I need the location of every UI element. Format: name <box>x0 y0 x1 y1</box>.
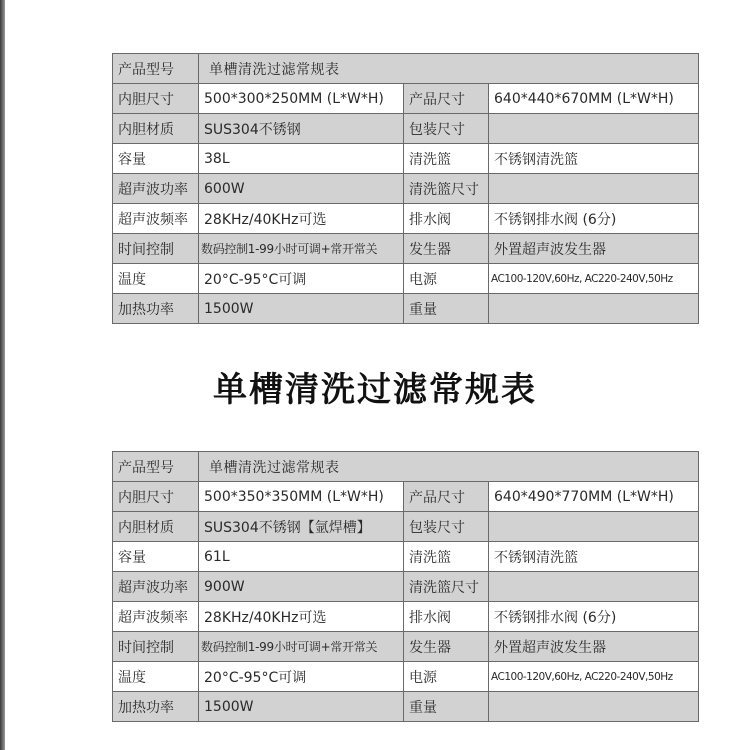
spec-value: 1500W <box>199 692 404 722</box>
spec-label: 电源 <box>404 264 489 294</box>
spec-label: 清洗篮 <box>404 542 489 572</box>
spec-value <box>489 294 699 324</box>
table-row <box>113 264 699 294</box>
spec-value <box>489 174 699 204</box>
model-label: 产品型号 <box>113 452 199 482</box>
spec-value: 640*490*770MM (L*W*H) <box>489 482 699 512</box>
spec-value: 不锈钢排水阀 (6分) <box>489 204 699 234</box>
spec-value: 500*300*250MM (L*W*H) <box>199 84 404 114</box>
spec-label: 清洗篮尺寸 <box>404 572 489 602</box>
spec-value: 28KHz/40KHz可选 <box>199 602 404 632</box>
table-row <box>113 662 699 692</box>
spec-label: 内胆材质 <box>113 114 199 144</box>
spec-label: 排水阀 <box>404 602 489 632</box>
table-row <box>113 294 699 324</box>
spec-label: 时间控制 <box>113 234 199 264</box>
spec-table-1 <box>112 53 699 324</box>
spec-label: 温度 <box>113 662 199 692</box>
spec-value: 20°C-95°C可调 <box>199 662 404 692</box>
table-row <box>113 114 699 144</box>
spec-label: 重量 <box>404 692 489 722</box>
spec-label: 电源 <box>404 662 489 692</box>
spec-table-2 <box>112 451 699 722</box>
table-row-title <box>113 54 699 84</box>
spec-label: 温度 <box>113 264 199 294</box>
spec-value: 500*350*350MM (L*W*H) <box>199 482 404 512</box>
table-row <box>113 84 699 114</box>
spec-value: 38L <box>199 144 404 174</box>
spec-value: 不锈钢清洗篮 <box>489 144 699 174</box>
table-row <box>113 204 699 234</box>
spec-value: 外置超声波发生器 <box>489 632 699 662</box>
spec-value: 1500W <box>199 294 404 324</box>
spec-label: 内胆材质 <box>113 512 199 542</box>
table-row-title <box>113 452 699 482</box>
spec-label: 产品尺寸 <box>404 84 489 114</box>
spec-label: 时间控制 <box>113 632 199 662</box>
spec-label: 包装尺寸 <box>404 114 489 144</box>
spec-value <box>489 692 699 722</box>
spec-label: 加热功率 <box>113 692 199 722</box>
spec-value: SUS304不锈钢【氩焊槽】 <box>199 512 404 542</box>
spec-value <box>489 114 699 144</box>
page-title: 单槽清洗过滤常规表 <box>213 370 537 410</box>
spec-value: 不锈钢排水阀 (6分) <box>489 602 699 632</box>
spec-label: 超声波功率 <box>113 572 199 602</box>
table-row <box>113 144 699 174</box>
spec-value: 600W <box>199 174 404 204</box>
model-value: 单槽清洗过滤常规表 <box>199 54 699 84</box>
spec-label: 容量 <box>113 144 199 174</box>
table-row <box>113 512 699 542</box>
spec-value <box>489 572 699 602</box>
spec-label: 容量 <box>113 542 199 572</box>
spec-value: 不锈钢清洗篮 <box>489 542 699 572</box>
spec-label: 内胆尺寸 <box>113 84 199 114</box>
spec-value: 900W <box>199 572 404 602</box>
spec-label: 包装尺寸 <box>404 512 489 542</box>
spec-label: 产品尺寸 <box>404 482 489 512</box>
spec-value: 20°C-95°C可调 <box>199 264 404 294</box>
table-row <box>113 174 699 204</box>
spec-value: 数码控制1-99小时可调+常开常关 <box>199 234 404 264</box>
spec-value: AC100-120V,60Hz, AC220-240V,50Hz <box>489 264 699 294</box>
spec-value: 28KHz/40KHz可选 <box>199 204 404 234</box>
spec-value: AC100-120V,60Hz, AC220-240V,50Hz <box>489 662 699 692</box>
table-row <box>113 602 699 632</box>
spec-label: 加热功率 <box>113 294 199 324</box>
spec-label: 超声波频率 <box>113 602 199 632</box>
table-row <box>113 542 699 572</box>
spec-label: 超声波功率 <box>113 174 199 204</box>
spec-label: 发生器 <box>404 632 489 662</box>
spec-label: 内胆尺寸 <box>113 482 199 512</box>
table-row <box>113 482 699 512</box>
model-value: 单槽清洗过滤常规表 <box>199 452 699 482</box>
spec-value <box>489 512 699 542</box>
model-label: 产品型号 <box>113 54 199 84</box>
spec-value: 外置超声波发生器 <box>489 234 699 264</box>
spec-label: 清洗篮 <box>404 144 489 174</box>
spec-label: 排水阀 <box>404 204 489 234</box>
table-row <box>113 692 699 722</box>
spec-value: 数码控制1-99小时可调+常开常关 <box>199 632 404 662</box>
table-row <box>113 234 699 264</box>
spec-value: 640*440*670MM (L*W*H) <box>489 84 699 114</box>
table-row <box>113 632 699 662</box>
spec-label: 清洗篮尺寸 <box>404 174 489 204</box>
spec-label: 重量 <box>404 294 489 324</box>
table-row <box>113 572 699 602</box>
spec-label: 超声波频率 <box>113 204 199 234</box>
spec-label: 发生器 <box>404 234 489 264</box>
spec-value: SUS304不锈钢 <box>199 114 404 144</box>
spec-value: 61L <box>199 542 404 572</box>
